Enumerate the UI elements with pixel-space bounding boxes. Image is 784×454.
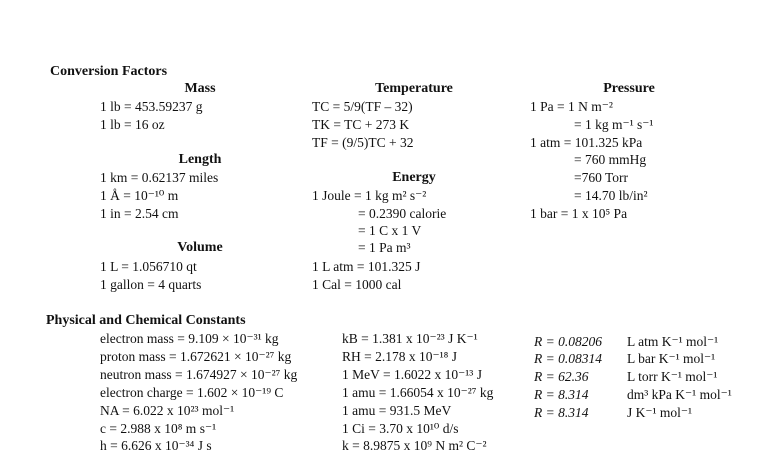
length-line: 1 Å = 10⁻¹⁰ m	[100, 188, 179, 203]
gas-constant-unit: dm³ kPa K⁻¹ mol⁻¹	[627, 387, 732, 402]
section-title-conversion-factors: Conversion Factors	[50, 64, 168, 79]
temperature-line: TK = TC + 273 K	[312, 117, 410, 132]
constant-line: electron charge = 1.602 × 10⁻¹⁹ C	[100, 385, 284, 400]
length-line: 1 km = 0.62137 miles	[100, 170, 219, 185]
pressure-line: =760 Torr	[574, 170, 629, 185]
constant-line: proton mass = 1.672621 × 10⁻²⁷ kg	[100, 349, 292, 364]
constant-line: 1 MeV = 1.6022 x 10⁻¹³ J	[342, 367, 482, 382]
pressure-line: = 760 mmHg	[574, 152, 647, 167]
pressure-line: 1 atm = 101.325 kPa	[530, 135, 643, 150]
constant-line: kB = 1.381 x 10⁻²³ J K⁻¹	[342, 331, 478, 346]
constant-line: RH = 2.178 x 10⁻¹⁸ J	[342, 349, 458, 364]
energy-line: = 1 Pa m³	[358, 240, 411, 255]
heading-energy: Energy	[392, 170, 436, 185]
constant-line: 1 amu = 1.66054 x 10⁻²⁷ kg	[342, 385, 494, 400]
gas-constant-unit: L bar K⁻¹ mol⁻¹	[627, 351, 716, 366]
constant-line: h = 6.626 x 10⁻³⁴ J s	[100, 438, 212, 453]
volume-line: 1 L = 1.056710 qt	[100, 259, 197, 274]
pressure-line: 1 Pa = 1 N m⁻²	[530, 99, 613, 114]
gas-constant-value: R = 62.36	[534, 369, 589, 384]
energy-line: = 0.2390 calorie	[358, 206, 447, 221]
heading-length: Length	[178, 152, 222, 167]
constant-line: 1 Ci = 3.70 x 10¹⁰ d/s	[342, 421, 459, 436]
gas-constant-value: R = 0.08314	[534, 351, 602, 366]
pressure-line: = 14.70 lb/in²	[574, 188, 648, 203]
section-title-physical-constants: Physical and Chemical Constants	[46, 313, 246, 328]
energy-line: = 1 C x 1 V	[358, 223, 422, 238]
gas-constant-value: R = 8.314	[534, 387, 589, 402]
heading-temperature: Temperature	[375, 81, 453, 96]
constant-line: c = 2.988 x 10⁸ m s⁻¹	[100, 421, 217, 436]
heading-mass: Mass	[184, 81, 216, 96]
gas-constant-unit: L atm K⁻¹ mol⁻¹	[627, 334, 719, 349]
mass-line: 1 lb = 16 oz	[100, 117, 165, 132]
temperature-line: TC = 5/9(TF – 32)	[312, 99, 413, 114]
constant-line: k = 8.9875 x 10⁹ N m² C⁻²	[342, 438, 487, 453]
heading-volume: Volume	[177, 240, 223, 255]
gas-constant-value: R = 0.08206	[534, 334, 602, 349]
energy-line: 1 L atm = 101.325 J	[312, 259, 421, 274]
constant-line: NA = 6.022 x 10²³ mol⁻¹	[100, 403, 235, 418]
gas-constant-unit: J K⁻¹ mol⁻¹	[627, 405, 693, 420]
gas-constant-value: R = 8.314	[534, 405, 589, 420]
mass-line: 1 lb = 453.59237 g	[100, 99, 203, 114]
constant-line: neutron mass = 1.674927 × 10⁻²⁷ kg	[100, 367, 298, 382]
length-line: 1 in = 2.54 cm	[100, 206, 179, 221]
energy-line: 1 Joule = 1 kg m² s⁻²	[312, 188, 427, 203]
constant-line: 1 amu = 931.5 MeV	[342, 403, 452, 418]
pressure-line: = 1 kg m⁻¹ s⁻¹	[574, 117, 654, 132]
energy-line: 1 Cal = 1000 cal	[312, 277, 402, 292]
heading-pressure: Pressure	[603, 81, 655, 96]
volume-line: 1 gallon = 4 quarts	[100, 277, 202, 292]
temperature-line: TF = (9/5)TC + 32	[312, 135, 414, 150]
pressure-line: 1 bar = 1 x 10⁵ Pa	[530, 206, 628, 221]
constant-line: electron mass = 9.109 × 10⁻³¹ kg	[100, 331, 279, 346]
gas-constant-unit: L torr K⁻¹ mol⁻¹	[627, 369, 718, 384]
